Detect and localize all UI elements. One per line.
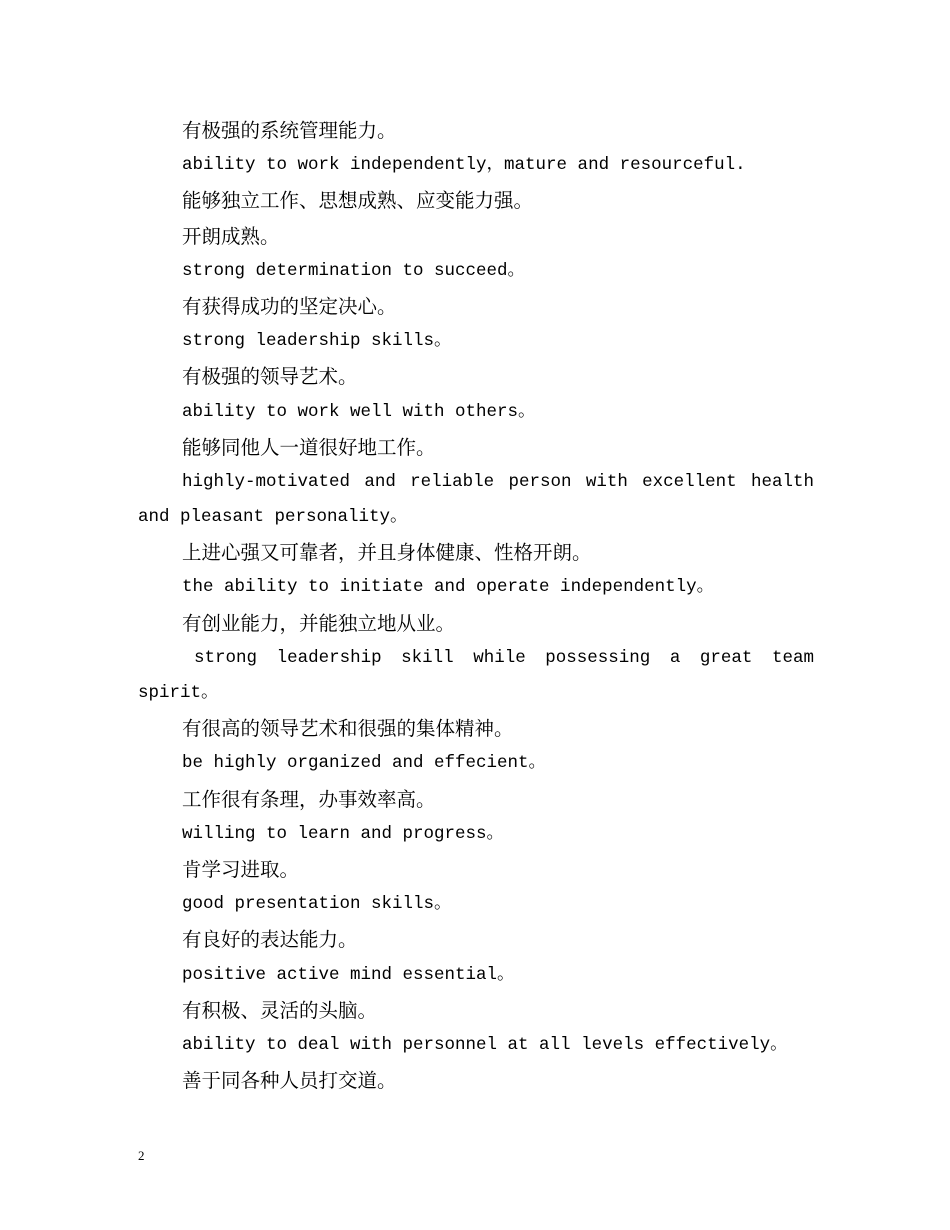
text-line: ability to deal with personnel at all levels effectively。 <box>182 1034 788 1055</box>
text-line: positive active mind essential。 <box>182 964 515 985</box>
text-line: 能够同他人一道很好地工作。 <box>182 435 436 459</box>
text-line: good presentation skills。 <box>182 894 452 915</box>
text-line: 有极强的系统管理能力。 <box>182 119 397 142</box>
text-line: highly-motivated and reliable person with excellent health <box>182 471 814 492</box>
text-line: be highly organized and effecient。 <box>182 753 547 774</box>
text-line: 能够独立工作、思想成熟、应变能力强。 <box>182 189 534 213</box>
text-line: ability to work independently，mature and resourceful. <box>182 155 746 176</box>
text-line: 工作很有条理，办事效率高。 <box>182 787 436 811</box>
text-line: strong determination to succeed。 <box>182 260 526 281</box>
page-number: 2 <box>138 1148 145 1163</box>
text-line: 开朗成熟。 <box>182 224 280 248</box>
document-body <box>138 113 814 1098</box>
text-line: willing to learn and progress。 <box>182 823 505 844</box>
text-line: 肯学习进取。 <box>182 857 300 881</box>
text-line: 有获得成功的坚定决心。 <box>182 294 397 318</box>
text-line: 有积极、灵活的头脑。 <box>182 998 378 1022</box>
text-line: 有很高的领导艺术和很强的集体精神。 <box>182 717 514 741</box>
text-line: 上进心强又可靠者，并且身体健康、性格开朗。 <box>182 541 592 565</box>
text-line: strong leadership skill while possessing a great team <box>194 647 814 668</box>
text-line: 有良好的表达能力。 <box>182 928 358 952</box>
text-line: spirit。 <box>138 683 219 703</box>
text-line: 有创业能力，并能独立地从业。 <box>182 611 456 635</box>
text-line: ability to work well with others。 <box>182 401 536 422</box>
text-line: 有极强的领导艺术。 <box>182 365 358 389</box>
text-line: strong leadership skills。 <box>182 331 452 352</box>
text-line: and pleasant personality。 <box>138 507 408 528</box>
text-line: 善于同各种人员打交道。 <box>182 1069 397 1093</box>
text-line: the ability to initiate and operate independently。 <box>182 577 715 598</box>
